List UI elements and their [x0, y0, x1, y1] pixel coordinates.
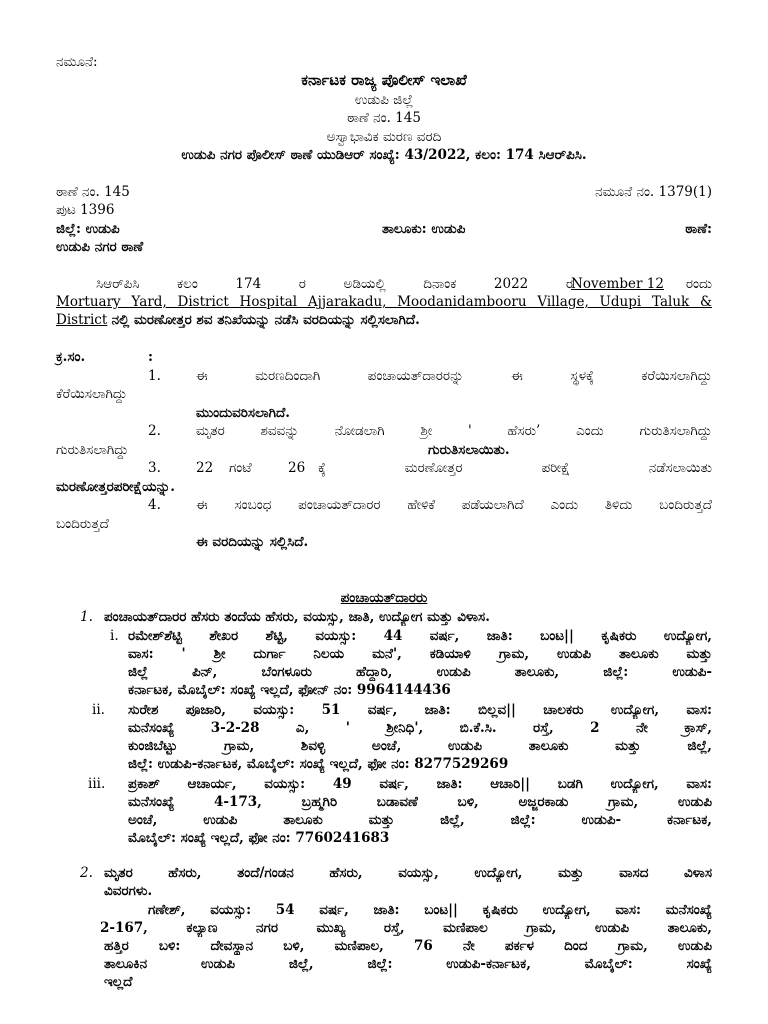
person-1-line-3: ಜಿಲ್ಲೆ ಪಿನ್, ಬೆಂಗಳೂರು ಹೆದ್ದಾರಿ, ಉಡುಪಿ ತಾಲೂಕು, ಜಿಲ್ಲೆ: ಉಡುಪಿ- [128, 664, 712, 680]
person-3-line-4: ಮೊಬೈಲ್: ಸಂಖ್ಯೆ ಇಲ್ಲದೆ, ಫೋ ನಂ: 7760241683 [128, 830, 390, 846]
sub-heading-2-line-2: ವಿವರಗಳು. [104, 883, 153, 899]
form-number: ನಮೂನೆ ನಂ. 1379(1) [595, 184, 712, 200]
header-station-number: ಠಾಣೆ ನಂ. 145 [347, 110, 421, 126]
person-1-line-4: ಕರ್ನಾಟಕ, ಮೊಬೈಲ್: ಸಂಖ್ಯೆ ಇಲ್ಲದೆ, ಫೋನ್ ನಂ: 9964144436 [128, 682, 451, 698]
item-4-number: 4. [148, 497, 161, 513]
item-1-line-2: ಮುಂದುವರಿಸಲಾಗಿದೆ. [196, 405, 290, 421]
section-title: ಪಂಚಾಯತ್‌ದಾರರು [340, 590, 428, 606]
sub-heading-2-text [104, 864, 712, 900]
person-2-line-2: ಮನೆಸಂಖ್ಯೆ 3-2-28 ಎ, ' ಶ್ರೀನಿಧಿ', ಬಿ.ಕೆ.ಸಿ. ರಸ್ತೆ, 2 ನೇ ಕ್ರಾಸ್‌, [128, 720, 712, 736]
person-3-line-2: ಮನೆಸಂಖ್ಯೆ 4-173, ಬ್ರಹ್ಮಗಿರಿ ಬಡಾವಣೆ ಬಳಿ, ಅಜ್ಜರಕಾಡು ಗ್ರಾಮ, ಉಡುಪಿ [128, 794, 712, 810]
item-3-line-2: ಮರಣೋತ್ತರಪರೀಕ್ಷೆಯನ್ನು. [56, 479, 175, 495]
intro-date: November 12 [571, 276, 664, 292]
item-2-line-1: ಮೃತರ ಶವವನ್ನು ನೋಡಲಾಗಿ ಶ್ರೀ ' ಹೆಸರು’ ಎಂದು ಗುರುತಿಸಲಾಗಿದ್ದು [196, 423, 712, 439]
header-udr-number: ಉಡುಪಿ ನಗರ ಪೊಲೀಸ್ ಠಾಣೆ ಯುಡಿಆರ್ ಸಂಖ್ಯೆ: 43/2022, ಕಲಂ: 174 ಸಿಆರ್‌ಪಿಸಿ. [181, 147, 587, 163]
item-4-line-2: ಈ ವರದಿಯನ್ನು ಸಲ್ಲಿಸಿದೆ. [196, 534, 309, 550]
intro-place: Mortuary Yard, District Hospital Ajjarakadu, Moodanidambooru Village, Udupi Taluk & [56, 294, 712, 310]
sub-heading-2-number: 2. [80, 865, 93, 881]
person-2-line-1: ಸುರೇಶ ಪೂಜಾರಿ, ವಯಸ್ಸು: 51 ವರ್ಷ, ಜಾತಿ: ಬಿಲ್ಲವ|| ಚಾಲಕರು ಉದ್ಯೋಗ, ವಾಸ: [128, 702, 712, 718]
header-district: ಉಡುಪಿ ಜಿಲ್ಲೆ [354, 92, 414, 108]
person-3-number: iii. [88, 776, 106, 792]
item-3-number: 3. [148, 460, 161, 476]
item-3-hour-label: ಗಂಟೆ [229, 460, 252, 476]
deceased-line-1: ಗಣೇಶ್‌, ವಯಸ್ಸು: 54 ವರ್ಷ, ಜಾತಿ: ಬಂಟ|| ಕೃಷಿಕರು ಉದ್ಯೋಗ, ವಾಸ: ಮನೆಸಂಖ್ಯೆ [148, 902, 712, 918]
item-2-wrap: ಗುರುತಿಸಲಾಗಿದ್ದು [56, 442, 129, 458]
item-3-line-1: ಕ್ಕೆ ಮರಣೋತ್ತರ ಪರೀಕ್ಷೆ ನಡೆಸಲಾಯಿತು [318, 460, 712, 476]
page-number: ಪುಟ 1396 [56, 202, 115, 218]
person-1-entry [128, 627, 712, 699]
item-2-number: 2. [148, 423, 161, 439]
taluk-field: ತಾಲೂಕು: ಉಡುಪಿ [382, 221, 466, 237]
item-1-wrap: ಕೆರೆಯಿಸಲಾಗಿದ್ದು [56, 386, 128, 402]
deceased-line-2: 2-167, ಕಲ್ಯಾಣ ನಗರ ಮುಖ್ಯ ರಸ್ತೆ, ಮಣಿಪಾಲ ಗ್ರಾಮ, ಉಡುಪಿ ತಾಲೂಕು, [100, 920, 712, 936]
station-number: ಠಾಣೆ ನಂ. 145 [56, 184, 130, 200]
person-1-line-2: ವಾಸ: ' ಶ್ರೀ ದುರ್ಗಾ ನಿಲಯ ಮನೆ', ಕಡಿಯಾಳಿ ಗ್ರಾಮ, ಉಡುಪಿ ತಾಲೂಕು ಮತ್ತು [128, 646, 712, 662]
station-field-value: ಉಡುಪಿ ನಗರ ಠಾಣೆ [56, 239, 144, 255]
person-3-line-3: ಅಂಚೆ, ಉಡುಪಿ ತಾಲೂಕು ಮತ್ತು ಜಿಲ್ಲೆ, ಜಿಲ್ಲೆ: ಉಡುಪಿ- ಕರ್ನಾಟಕ, [128, 812, 712, 828]
station-field-label: ಠಾಣೆ: [685, 221, 712, 237]
items-heading: ಕ್ರ.ಸಂ. [56, 349, 86, 365]
header-department: ಕರ್ನಾಟಕ ರಾಜ್ಯ ಪೊಲೀಸ್ ಇಲಾಖೆ [301, 71, 467, 89]
intro-place-district: District [56, 312, 108, 328]
header-report-title: ಅಸ್ವಾಭಾವಿಕ ಮರಣ ವರದಿ [326, 129, 442, 145]
person-1-line-1: ರಮೇಶ್‌ಶೆಟ್ಟಿ ಶೇಖರ ಶೆಟ್ಟಿ, ವಯಸ್ಸು: 44 ವರ್ಷ, ಜಾತಿ: ಬಂಟ|| ಕೃಷಿಕರು ಉದ್ಯೋಗ, [128, 628, 712, 644]
deceased-line-4: ತಾಲೂಕಿನ ಉಡುಪಿ ಜಿಲ್ಲೆ, ಜಿಲ್ಲೆ: ಉಡುಪಿ-ಕರ್ನಾಟಕ, ಮೊಬೈಲ್: ಸಂಖ್ಯೆ [104, 956, 712, 972]
item-4-line-1: ಈ ಸಂಬಂಧ ಪಂಚಾಯತ್‌ದಾರರ ಹೇಳಿಕೆ ಪಡೆಯಲಾಗಿದೆ ಎಂದು ತಿಳಿದು ಬಂದಿರುತ್ತದೆ [196, 497, 712, 513]
person-3-line-1: ಪ್ರಕಾಶ್‌ ಆಚಾರ್ಯ, ವಯಸ್ಸು: 49 ವರ್ಷ, ಜಾತಿ: ಆಚಾರಿ|| ಬಡಗಿ ಉದ್ಯೋಗ, ವಾಸ: [128, 776, 712, 792]
deceased-details [100, 901, 712, 991]
deceased-line-5: ಇಲ್ಲದೆ [104, 974, 133, 990]
person-2-line-4: ಜಿಲ್ಲೆ: ಉಡುಪಿ-ಕರ್ನಾಟಕ, ಮೊಬೈಲ್: ಸಂಖ್ಯೆ ಇಲ್ಲದೆ, ಫೋ ನಂ: 8277529269 [128, 756, 509, 772]
sub-heading-1-text: ಪಂಚಾಯತ್‌ದಾರರ ಹೆಸರು ತಂದೆಯ ಹೆಸರು, ವಯಸ್ಸು, ಜಾತಿ, ಉದ್ಯೋಗ ಮತ್ತು ವಿಳಾಸ. [104, 609, 490, 625]
intro-line-3 [56, 311, 420, 329]
item-1-number: 1. [148, 368, 161, 384]
intro-line-1-end: ರಂದು [685, 276, 712, 292]
intro-line-3-text: ನಲ್ಲಿ ಮರಣೋತ್ತರ ಶವ ತನಿಖೆಯನ್ನು ನಡೆಸಿ ವರದಿಯನ್ನು ಸಲ್ಲಿಸಲಾಗಿದೆ. [111, 312, 420, 328]
person-2-entry [128, 701, 712, 773]
sub-heading-2-line-1: ಮೃತರ ಹೆಸರು, ತಂದೆ/ಗಂಡನ ಹೆಸರು, ವಯಸ್ಸು, ಉದ್ಯೋಗ, ಮತ್ತು ವಾಸದ ವಿಳಾಸ [104, 865, 712, 881]
item-3-minute: 26 [288, 460, 306, 476]
item-4-wrap: ಬಂದಿರುತ್ತದೆ [56, 516, 109, 532]
item-2-line-2: ಗುರುತಿಸಲಾಯಿತು. [428, 442, 510, 458]
item-1-line-1: ಈ ಮರಣದಿಂದಾಗಿ ಪಂಚಾಯತ್‌ದಾರರನ್ನು ಈ ಸ್ಥಳಕ್ಕೆ ಕರೆಯಿಸಲಾಗಿದ್ದು [196, 368, 712, 384]
district-field: ಜಿಲ್ಲೆ: ಉಡುಪಿ [56, 221, 120, 237]
person-3-entry [128, 775, 712, 847]
item-3-hour: 22 [196, 460, 214, 476]
intro-line-1: ಸಿಆರ್‌ಪಿಸಿ ಕಲಂ 174 ರ ಅಡಿಯಲ್ಲಿ ದಿನಾಂಕ 2022 ರ [96, 276, 573, 292]
sub-heading-1-number: 1. [80, 609, 93, 625]
items-heading-colon: : [148, 349, 153, 365]
person-2-number: ii. [92, 702, 105, 718]
deceased-line-3: ಹತ್ತಿರ ಬಳಿ: ದೇವಸ್ಥಾನ ಬಳಿ, ಮಣಿಪಾಲ, 76 ನೇ ಪರ್ಕಳ ದಿಂದ ಗ್ರಾಮ, ಉಡುಪಿ [104, 938, 712, 954]
person-1-number: i. [110, 628, 119, 644]
person-2-line-3: ಕುಂಜಿಬೆಟ್ಟು ಗ್ರಾಮ, ಶಿವಳ್ಳಿ ಅಂಚೆ, ಉಡುಪಿ ತಾಲೂಕು ಮತ್ತು ಜಿಲ್ಲೆ, [128, 738, 712, 754]
form-label: ನಮೂನೆ: [56, 54, 98, 70]
